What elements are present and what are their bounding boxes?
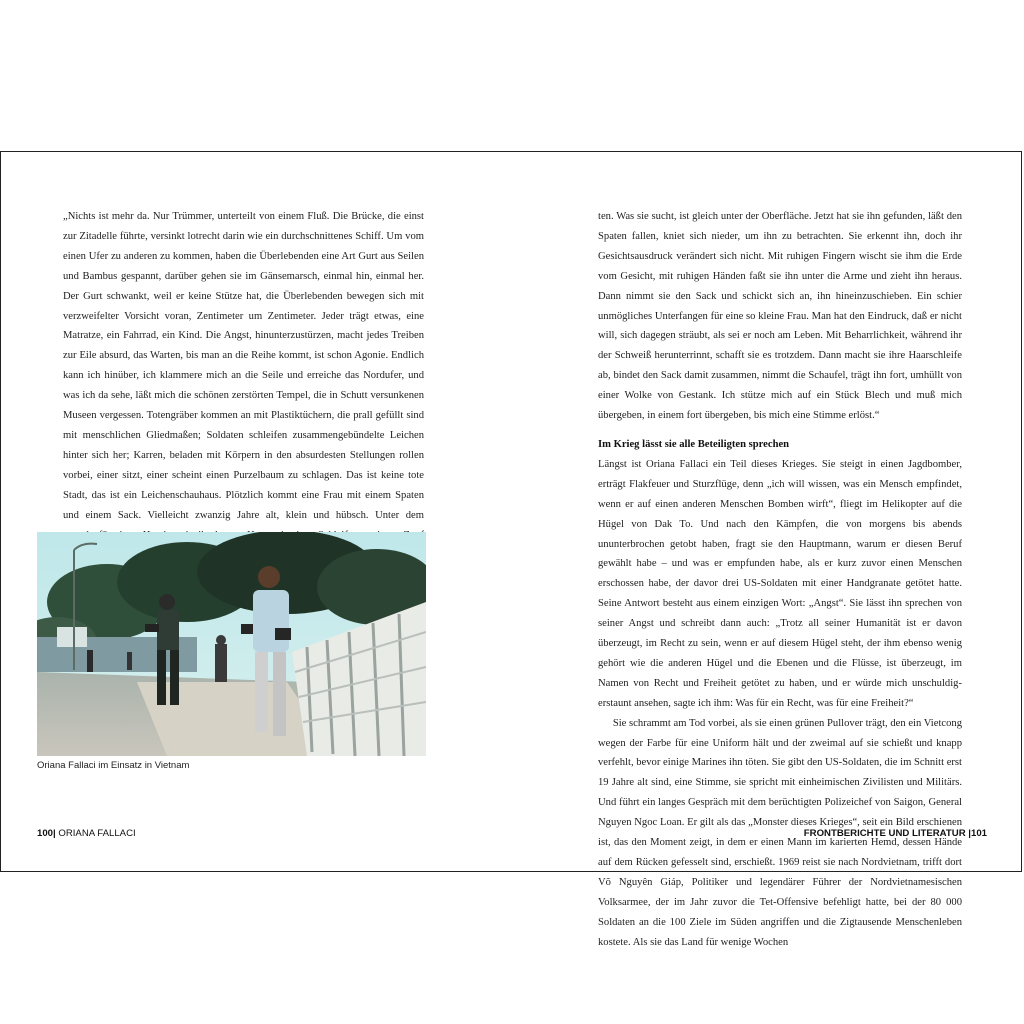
right-page-text-column [598,207,962,953]
body-paragraph: Sie schrammt am Tod vorbei, als sie einen grünen Pullover trägt, den ein Vietcong wegen der Farbe für eine Uniform hält und der zweimal auf sie schießt und knapp verfehlt, bevor einige Marines ihn töten. Sie gibt den US-Soldaten, die im Schnitt erst 19 Jahre alt sind, eine Stimme, sie spricht mit einheimischen Zivilisten und Militärs. Und führt ein langes Gespräch mit dem berüchtigten Polizeichef von Saigon, General Nguyen Ngoc Loan. Er gilt als das „Monster dieses Krieges“, seit ein Bild erschienen ist, das den Moment zeigt, in dem er einen Mann im karierten Hemd, dessen Hände auf dem Rücken gefesselt sind, erschießt. 1969 reist sie nach Nordvietnam, trifft dort Võ Nguyên Giáp, Politiker und legendärer Führer der Nordvietnamesischen Volksarmee, der im Jahr zuvor die Tet-Offensive befehligt hatte, bei der 80 000 Soldaten an die 100 Ziele im Süden angriffen und die Zigtausende Menschenleben kostete. Als sie das Land für wenige Wochen [598,717,962,948]
book-spread [0,151,1022,948]
running-header: FRONTBERICHTE UND LITERATUR [803,828,969,839]
body-paragraph: Längst ist Oriana Fallaci ein Teil dieses Krieges. Sie steigt in einen Jagdbomber, erträgt Flakfeuer und Sturzflüge, denn „ich will wissen, was ein Mensch empfindet, wenn er auf einen anderen Menschen Bomben wirft“, fliegt im Helikopter auf die Hügel von Dak To. Und nach den Kämpfen, die von morgens bis abends ununterbrochen getobt haben, fragt sie den Hauptmann, warum er diesen Beruf gewählt habe – und was er empfunden habe, als er kurz zuvor einen Menschen erschossen habe, der davor drei US-Soldaten mit einer Handgranate getötet hatte. Seine Antwort besteht aus einem einzigen Wort: „Angst“. Sie lässt ihn sprechen von seiner Angst und schreibt dann auch: „Trotz all seiner Humanität ist er davon überzeugt, im Recht zu sein, wenn er auf diesem Hügel steht, der ihm ebenso wenig gehört wie die anderen Hügel und die Ebenen und die Flüsse, ist überzeugt, im Namen von Recht und Freiheit getötet zu haben, und er würde mich unschuldig-erstaunt ansehen, sagte ich ihm: Was für ein Recht, was für eine Freiheit?“ [598,458,962,709]
photo-caption: Oriana Fallaci im Einsatz in Vietnam [37,760,190,771]
page-number: 100 [37,828,54,839]
left-page-text-column [63,207,424,585]
folio-separator: | [968,828,971,839]
section-subheading: Im Krieg lässt sie alle Beteiligten sprechen [598,438,790,450]
body-paragraph: ten. Was sie sucht, ist gleich unter der Oberfläche. Jetzt hat sie ihn gefunden, läßt den Spaten fallen, kniet sich nieder, um ihn zu betrachten. Sie erkennt ihn, doch ihr Gesichtsausdruck verändert sich nicht. Mit ruhigen Fingern wischt sie ihm die Erde vom Gesicht, mit ruhigen Händen faßt sie ihn unter die Arme und zieht ihn heraus. Dann nimmt sie den Sack und schickt sich an, ihn hineinzuschieben. Ein schier unmögliches Unterfangen für eine so kleine Frau. Man hat den Eindruck, daß er nicht will, sich dagegen sträubt, als sei er noch am Leben. Mit Beharrlichkeit, während ihr der Schweiß herunterrinnt, schafft sie es trotzdem. Dann macht sie ihre Haarschleife ab, bindet den Sack damit zusammen, nimmt die Schaufel, trägt ihn fort, umhüllt von einer Wolke von Gestank. Ich stütze mich auf ein Stück Blech und muß mich übergeben, in einem fort übergeben, bis mich eine Stimme erlöst.“ [598,211,962,422]
vietnam-photo [37,532,426,756]
right-folio [804,828,987,839]
folio-separator: | [53,828,56,839]
body-paragraph: „Nichts ist mehr da. Nur Trümmer, unterteilt von einem Fluß. Die Brücke, die einst zur Zitadelle führte, versinkt lotrecht darin wie ein durchschnittenes Schiff. Um vom einen Ufer zu anderen zu kommen, haben die Überlebenden eine Art Gurt aus Seilen und Bambus gespannt, darüber gehen sie im Gänsemarsch, einmal hin, einmal her. Der Gurt schwankt, weil er keine Stütze hat, die Überlebenden bewegen sich mit verzweifelter Vorsicht voran, Zentimeter um Zentimeter. Jeder trägt etwas, eine Matratze, ein Fahrrad, ein Kind. Die Angst, hinunterzustürzen, macht jedes Treiben zur Eile absurd, das Warten, bis man an die Reihe kommt, ist schon Agonie. Endlich kann ich hinüber, ich klammere mich an die Seile und erreiche das Nordufer, und was ich da sehe, läßt mich die schönen zerstörten Tempel, die in Schutt versunkenen Museen vergessen. Totengräber kommen an mit Plastiktüchern, die prall gefüllt sind mit menschlichen Gliedmaßen; Soldaten schleifen zusammengebündelte Leichen hinter sich her; Karren, beladen mit Körpern in den absurdesten Stellungen rollen vorbei, einer sitzt, einer scheint einen Purzelbaum zu schlagen. Das ist keine tote Stadt, das ist ein Leichenschauhaus. Plötzlich kommt eine Frau mit einem Spaten und einem Sack. Vielleicht zwanzig Jahre alt, klein und hübsch. Unter dem [63,211,424,521]
left-folio [37,828,136,839]
page-number: 101 [970,828,987,839]
running-header: ORIANA FALLACI [55,828,136,839]
